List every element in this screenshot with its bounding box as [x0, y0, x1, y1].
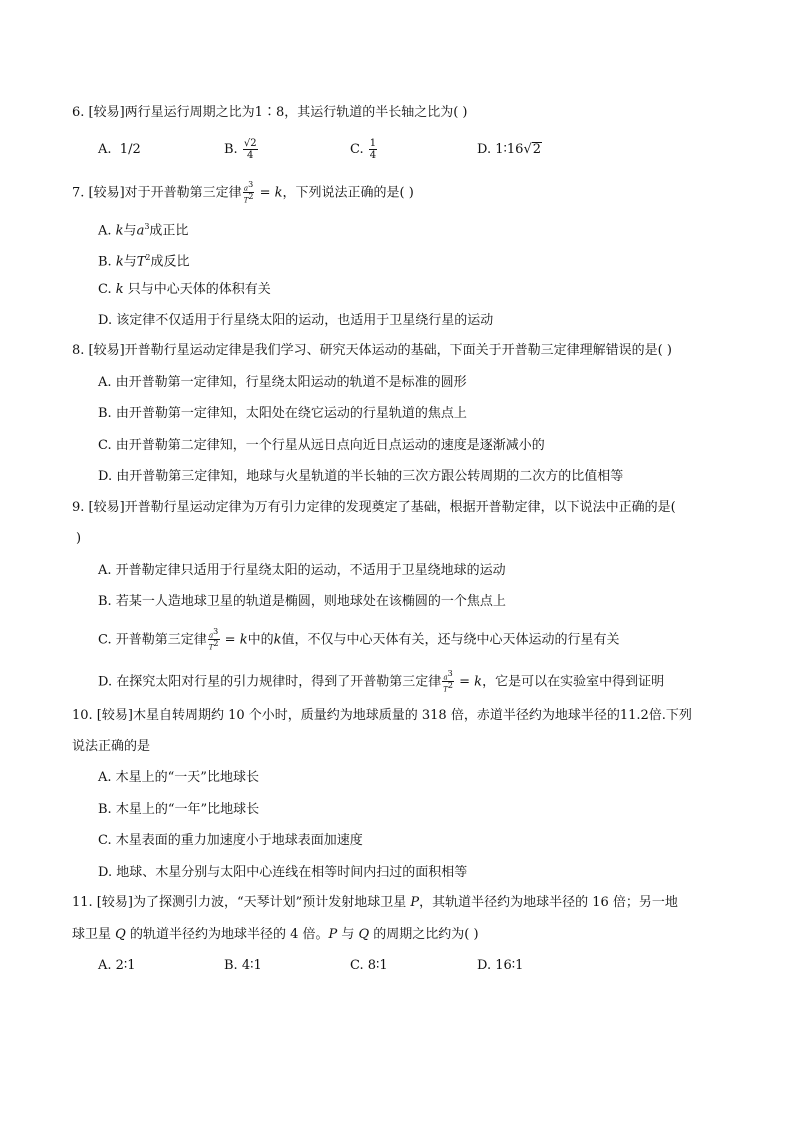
q6-option-b: B. $\frac{√2}{4}$	[224, 138, 257, 161]
q10-stem-line1: 10. [较易]木星自转周期约 10 个小时，质量约为地球质量的 318 倍，赤道半径约为地球半径的11.2倍.下列	[72, 708, 692, 723]
fraction: $\frac{√2}{4}$	[243, 138, 257, 161]
fraction: $\frac{1}{4}$	[369, 138, 377, 161]
kepler-fraction: $\frac{a^3}{T^2}$	[243, 180, 254, 205]
q10-option-c: C. 木星表面的重力加速度小于地球表面加速度	[98, 833, 363, 848]
q10-option-d: D. 地球、木星分别与太阳中心连线在相等时间内扫过的面积相等	[98, 865, 468, 880]
q6-option-d: D. 1∶16√2	[477, 142, 542, 157]
q10-option-a: A. 木星上的“一天”比地球长	[98, 770, 259, 785]
q11-stem-line2: 球卫星 Q 的轨道半径约为地球半径的 4 倍。P 与 Q 的周期之比约为( )	[72, 927, 479, 942]
q11-option-b: B. 4∶1	[224, 958, 262, 973]
sqrt-symbol: √2	[523, 142, 542, 157]
q9-option-b: B. 若某一人造地球卫星的轨道是椭圆，则地球处在该椭圆的一个焦点上	[98, 594, 506, 609]
q7-option-b: B. k与$T^2$成反比	[98, 253, 190, 270]
q11-option-c: C. 8∶1	[350, 958, 388, 973]
q10-stem-line2: 说法正确的是	[72, 739, 151, 754]
q7-option-d: D. 该定律不仅适用于行星绕太阳的运动，也适用于卫星绕行星的运动	[98, 313, 494, 328]
q7-option-a: A. k与$a^3$成正比	[98, 222, 189, 239]
q9-option-a: A. 开普勒定律只适用于行星绕太阳的运动，不适用于卫星绕地球的运动	[98, 563, 506, 578]
q6-stem: 6. [较易]两行星运行周期之比为1∶8，其运行轨道的半长轴之比为( )	[72, 105, 468, 120]
q6-option-a: A. 1/2	[98, 142, 141, 157]
q9-stem-line1: 9. [较易]开普勒行星运动定律为万有引力定律的发现奠定了基础，根据开普勒定律，以下说法中正确的是(	[72, 500, 676, 515]
q9-option-c: C. 开普勒第三定律 $\frac{a^3}{T^2}$ = k中的k值，不仅与中心天体有关，还与绕中心天体运动的行星有关	[98, 627, 620, 652]
q6-option-c: C. $\frac{1}{4}$	[350, 138, 377, 161]
q7-option-c: C. k 只与中心天体的体积有关	[98, 282, 271, 297]
q8-option-c: C. 由开普勒第二定律知，一个行星从远日点向近日点运动的速度是逐渐减小的	[98, 438, 545, 453]
q8-option-b: B. 由开普勒第一定律知，太阳处在绕它运动的行星轨道的焦点上	[98, 406, 467, 421]
kepler-fraction: $\frac{a^3}{T^2}$	[443, 669, 453, 694]
q7-stem: 7. [较易]对于开普勒第三定律 $\frac{a^3}{T^2}$ = k，下列说法正确的是( )	[72, 180, 414, 205]
q10-option-b: B. 木星上的“一年”比地球长	[98, 802, 260, 817]
q11-stem-line1: 11. [较易]为了探测引力波，“天琴计划”预计发射地球卫星 P，其轨道半径约为地球半径的 16 倍；另一地	[72, 895, 678, 910]
q8-stem: 8. [较易]开普勒行星运动定律是我们学习、研究天体运动的基础，下面关于开普勒三定律理解错误的是( )	[72, 343, 672, 358]
kepler-fraction: $\frac{a^3}{T^2}$	[208, 627, 219, 652]
q8-option-a: A. 由开普勒第一定律知，行星绕太阳运动的轨道不是标准的圆形	[98, 375, 467, 390]
q11-option-a: A. 2∶1	[98, 958, 136, 973]
q9-option-d: D. 在探究太阳对行星的引力规律时，得到了开普勒第三定律 $\frac{a^3}{T^2}$ = k，它是可以在实验室中得到证明	[98, 669, 665, 694]
q11-option-d: D. 16∶1	[477, 958, 524, 973]
q8-option-d: D. 由开普勒第三定律知，地球与火星轨道的半长轴的三次方跟公转周期的二次方的比值相等	[98, 469, 624, 484]
q9-stem-line2: )	[76, 531, 82, 546]
